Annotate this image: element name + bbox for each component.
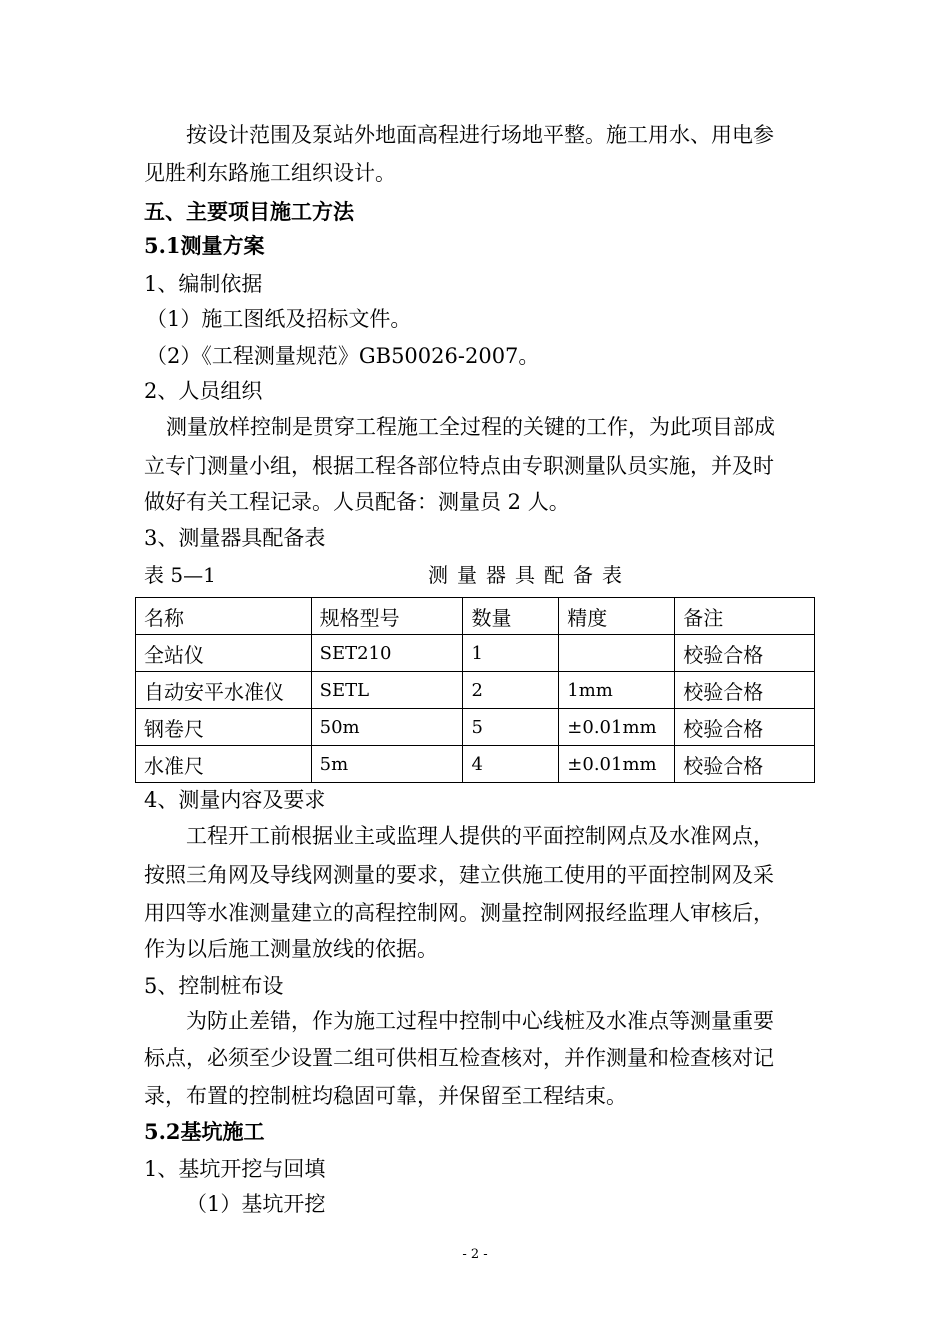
paragraph-line: 工程开工前根据业主或监理人提供的平面控制网点及水准网点， (186, 824, 774, 848)
list-item: 5、控制桩布设 (144, 974, 284, 998)
table-cell: 水准尺 (136, 746, 312, 783)
paragraph-line: 立专门测量小组，根据工程各部位特点由专职测量队员实施，并及时 (144, 454, 774, 478)
list-item: 1、编制依据 (144, 272, 263, 296)
equipment-table (135, 597, 815, 783)
paragraph-line: 作为以后施工测量放线的依据。 (144, 937, 438, 961)
paragraph-line: 测量放样控制是贯穿工程施工全过程的关键的工作，为此项目部成 (166, 415, 775, 439)
table-title: 测量器具配备表 (428, 563, 631, 587)
list-item: （1）基坑开挖 (186, 1192, 326, 1216)
table-cell: 自动安平水准仪 (136, 672, 312, 709)
list-item: （1）施工图纸及招标文件。 (146, 307, 412, 331)
table-cell: SET210 (311, 635, 463, 672)
table-cell: 校验合格 (675, 672, 815, 709)
table-cell: 校验合格 (675, 635, 815, 672)
table-cell: 4 (463, 746, 559, 783)
table-cell: ±0.01mm (559, 746, 675, 783)
table-cell (559, 635, 675, 672)
column-header: 备注 (675, 598, 815, 635)
table-cell: 钢卷尺 (136, 709, 312, 746)
table-cell: 全站仪 (136, 635, 312, 672)
table-row (136, 746, 815, 783)
table-row (136, 672, 815, 709)
table-cell: 校验合格 (675, 709, 815, 746)
table-cell: 1 (463, 635, 559, 672)
column-header: 规格型号 (311, 598, 463, 635)
paragraph-line: 见胜利东路施工组织设计。 (144, 161, 396, 185)
table-cell: SETL (311, 672, 463, 709)
table-cell: 5 (463, 709, 559, 746)
table-row (136, 709, 815, 746)
table-cell: 2 (463, 672, 559, 709)
table-cell: 校验合格 (675, 746, 815, 783)
list-item: 2、人员组织 (144, 379, 263, 403)
section-heading: 五、主要项目施工方法 (144, 199, 354, 224)
paragraph-line: 做好有关工程记录。人员配备：测量员 2 人。 (144, 490, 570, 514)
column-header: 名称 (136, 598, 312, 635)
column-header: 数量 (463, 598, 559, 635)
subsection-heading: 5.1测量方案 (144, 233, 265, 258)
table-label: 表 5—1 (144, 563, 216, 587)
list-item: 1、基坑开挖与回填 (144, 1157, 326, 1181)
table-cell: 50m (311, 709, 463, 746)
table-cell: 1mm (559, 672, 675, 709)
list-item: 4、测量内容及要求 (144, 788, 326, 812)
table-row (136, 635, 815, 672)
list-item: （2）《工程测量规范》GB50026-2007。 (146, 344, 540, 368)
paragraph-line: 为防止差错，作为施工过程中控制中心线桩及水准点等测量重要 (186, 1009, 774, 1033)
list-item: 3、测量器具配备表 (144, 526, 326, 550)
paragraph-line: 录，布置的控制桩均稳固可靠，并保留至工程结束。 (144, 1084, 627, 1108)
paragraph-line: 按设计范围及泵站外地面高程进行场地平整。施工用水、用电参 (186, 123, 774, 147)
paragraph-line: 用四等水准测量建立的高程控制网。测量控制网报经监理人审核后， (144, 901, 774, 925)
table-cell: ±0.01mm (559, 709, 675, 746)
table-header-row (136, 598, 815, 635)
table-cell: 5m (311, 746, 463, 783)
page-number: - 2 - (462, 1247, 488, 1262)
column-header: 精度 (559, 598, 675, 635)
paragraph-line: 按照三角网及导线网测量的要求，建立供施工使用的平面控制网及采 (144, 863, 774, 887)
paragraph-line: 标点，必须至少设置二组可供相互检查核对，并作测量和检查核对记 (144, 1046, 774, 1070)
subsection-heading: 5.2基坑施工 (144, 1119, 265, 1144)
